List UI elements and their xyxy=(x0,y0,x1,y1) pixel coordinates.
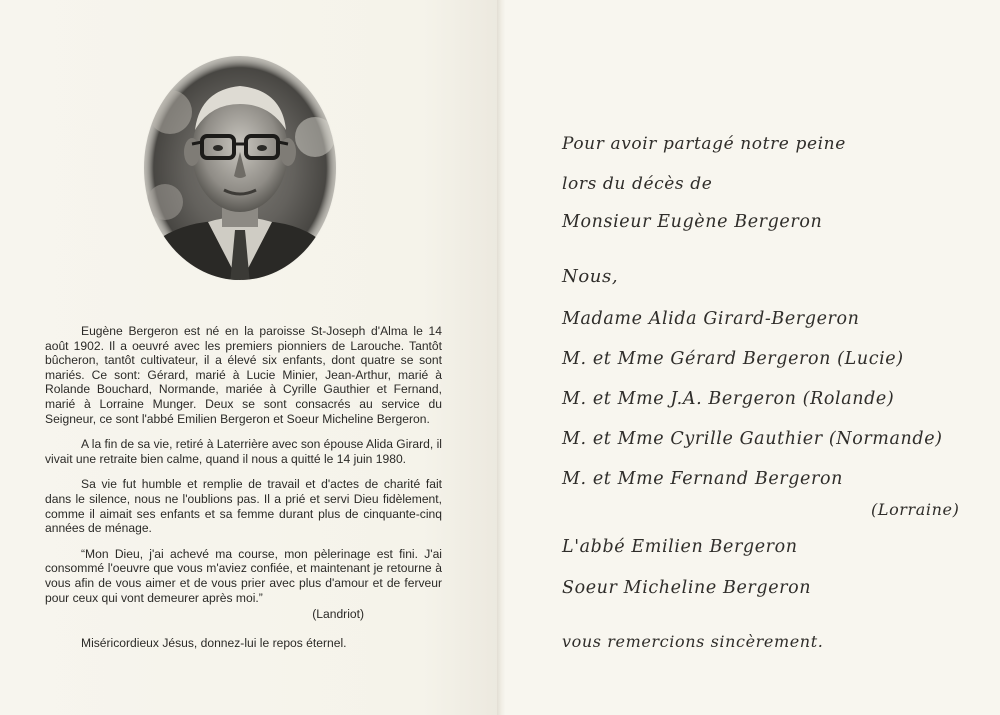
quote-attribution: (Landriot) xyxy=(312,607,364,622)
page-fold xyxy=(497,0,505,715)
family-member-4: M. et Mme Cyrille Gauthier (Normande) xyxy=(562,429,943,449)
family-member-3: M. et Mme J.A. Bergeron (Rolande) xyxy=(562,389,895,409)
portrait-photo xyxy=(140,52,340,284)
family-member-7: Soeur Micheline Bergeron xyxy=(562,578,812,598)
family-member-2: M. et Mme Gérard Bergeron (Lucie) xyxy=(562,349,904,369)
family-member-6: L'abbé Emilien Bergeron xyxy=(562,537,798,557)
family-member-5-spouse: (Lorraine) xyxy=(871,500,960,519)
biography-paragraph: A la fin de sa vie, retiré à Laterrière avec son épouse Alida Girard, il vivait une retraite bien calme, quand il nous a quitté le 14 juin 1980. xyxy=(45,437,442,466)
thanks-line-1: Pour avoir partagé notre peine xyxy=(562,134,846,154)
thanks-line-2: lors du décès de xyxy=(562,174,713,194)
closing-prayer: Miséricordieux Jésus, donnez-lui le repos éternel. xyxy=(81,635,347,650)
biography-paragraph: Eugène Bergeron est né en la paroisse St-Joseph d'Alma le 14 août 1902. Il a oeuvré avec les premiers pionniers de Larouche. Tantôt bûcheron, tantôt cultivateur, il a élevé six enfants, dont quatre se sont mariés. Ce sont: Gérard, marié à Lucie Minier, Jean-Arthur, marié à Rolande Bouchard, Normande, mariée à Cyrille Gauthier et Fernand, marié à Lorraine Munger. Deux se sont consacrés au service du Seigneur, ce sont l'abbé Emilien Bergeron et Soeur Micheline Bergeron. xyxy=(45,324,442,426)
left-page xyxy=(0,0,498,715)
prayer-quote: “Mon Dieu, j'ai achevé ma course, mon pèlerinage est fini. J'ai consommé l'oeuvre que vous m'aviez confiée, et maintenant je retourne à vous afin de vous aimer et de vous prier avec plus d'amour et de ferveur pour ceux qui vont demeurer après moi.” xyxy=(45,546,442,605)
thanks-closing: vous remercions sincèrement. xyxy=(562,632,824,651)
biography-text xyxy=(45,324,442,661)
family-member-1: Madame Alida Girard-Bergeron xyxy=(562,309,860,329)
thanks-nous: Nous, xyxy=(562,266,619,287)
family-member-5: M. et Mme Fernand Bergeron xyxy=(562,469,843,489)
deceased-name: Monsieur Eugène Bergeron xyxy=(562,212,823,232)
portrait-image xyxy=(140,52,340,284)
biography-paragraph: Sa vie fut humble et remplie de travail et d'actes de charité fait dans le silence, nous ne l'oublions pas. Il a prié et servi Dieu fidèlement, comme il aimait ses enfants et sa femme durant plus de cinquante-cinq années de ménage. xyxy=(45,477,442,536)
